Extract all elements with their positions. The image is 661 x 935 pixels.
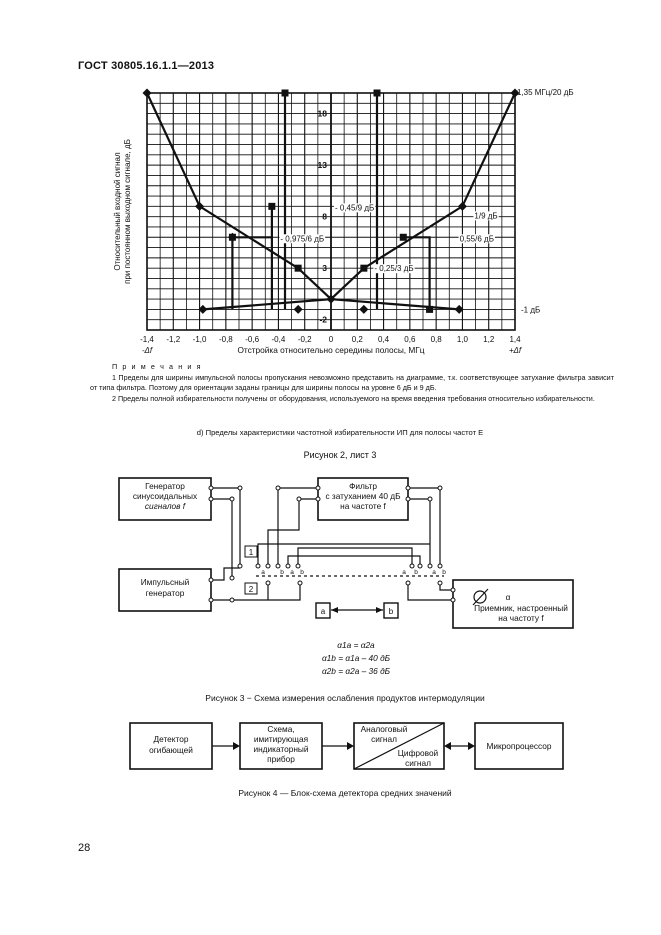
switch-contact-label: a: [261, 569, 265, 576]
filter-line3: на частоте f: [340, 501, 386, 511]
pulse-gen-line1: Импульсный: [140, 577, 190, 587]
annotation-label: - 0,45/9 дБ: [335, 203, 375, 213]
switch-contact-label: a: [432, 569, 436, 576]
contact-terminal: [316, 486, 320, 490]
contact-terminal: [438, 564, 442, 568]
selectivity-chart: [0, 0, 661, 360]
caption-d: d) Пределы характеристики частотной избирательности ИП для полосы частот Е: [196, 428, 484, 437]
contact-terminal: [276, 486, 280, 490]
x-tick-label: 0,8: [430, 335, 442, 344]
pulse-gen-line2: генератор: [145, 588, 185, 598]
contact-terminal: [406, 581, 410, 585]
annotation-label: - 0,25/3 дБ: [374, 264, 414, 274]
diamond-marker: [294, 305, 303, 314]
chart-grid: [147, 93, 515, 330]
x-tick-label: 1,2: [483, 335, 495, 344]
x-tick-label: -0,4: [271, 335, 286, 344]
x-tick-label: -0,6: [245, 335, 260, 344]
contact-terminal: [428, 564, 432, 568]
contact-terminal: [438, 486, 442, 490]
x-tick-label: 1,0: [456, 335, 468, 344]
contact-terminal: [418, 564, 422, 568]
x-axis-title: Отстройка относительно середины полосы, МГц: [237, 345, 425, 355]
switch-contact-label: a: [290, 569, 294, 576]
contact-terminal: [209, 497, 213, 501]
notes-block: [90, 362, 614, 404]
series-line-4: [403, 237, 429, 309]
x-tick-label: 1,4: [509, 335, 521, 344]
x-tick-label: -1,4: [140, 335, 154, 344]
switch-contact-label: a: [402, 569, 406, 576]
switch1-label: 1: [248, 548, 254, 557]
receiver-alpha: α: [505, 592, 511, 602]
contact-terminal: [428, 497, 432, 501]
note-2: 2 Пределы полной избирательности получены от оборудования, используемого на время введения требования относительно избирательности.: [112, 393, 595, 403]
square-marker: [268, 203, 275, 210]
equation-1: α1a = α2a: [337, 640, 375, 650]
page-number: 28: [78, 842, 91, 854]
sine-gen-line2: синусоидальных: [132, 491, 198, 501]
square-marker: [400, 234, 407, 241]
notes-title: П р и м е ч а н и я: [112, 362, 203, 371]
x-left-extra: -Δf: [141, 346, 153, 355]
circuit-line4: прибор: [267, 754, 295, 764]
contact-terminal: [297, 497, 301, 501]
contact-terminal: [296, 564, 300, 568]
x-tick-label: 0: [328, 335, 334, 344]
y-tick-label: -2: [319, 314, 327, 325]
y-axis-title-line1: Относительный входной сигнал: [113, 152, 122, 271]
contact-terminal: [286, 564, 290, 568]
x-right-extra: +Δf: [508, 346, 522, 355]
contact-terminal: [238, 486, 242, 490]
contact-terminal: [406, 486, 410, 490]
contact-terminal: [438, 581, 442, 585]
square-marker: [374, 90, 381, 97]
figure3-caption: Рисунок 3 − Схема измерения ослабления продуктов интермодуляции: [205, 693, 485, 703]
contact-terminal: [266, 581, 270, 585]
x-tick-label: 0,4: [378, 335, 390, 344]
y-tick-label: 18: [317, 108, 327, 119]
contact-terminal: [410, 564, 414, 568]
sine-gen-line3: сигналов f: [144, 501, 186, 511]
square-marker: [295, 265, 302, 272]
switch-a-label: a: [320, 607, 326, 616]
contact-terminal: [316, 497, 320, 501]
analog-line2: сигнал: [371, 734, 397, 744]
digital-line2: сигнал: [405, 758, 431, 768]
x-tick-label: -0,8: [218, 335, 233, 344]
contact-terminal: [276, 564, 280, 568]
contact-terminal: [209, 598, 213, 602]
switch-contact-label: b: [414, 569, 418, 576]
x-tick-label: 0,2: [351, 335, 363, 344]
y-tick-label: 3: [322, 263, 327, 274]
switch2-label: 2: [248, 585, 254, 594]
annotation-label: 0,55/6 дБ: [459, 234, 494, 244]
contact-terminal: [451, 598, 455, 602]
digital-line1: Цифровой: [397, 748, 439, 758]
contact-terminal: [266, 564, 270, 568]
figure4-diagram: [0, 712, 661, 782]
filter-line2: с затуханием 40 дБ: [325, 491, 401, 501]
equation-3: α2b = α2a – 36 дБ: [321, 666, 391, 676]
receiver-line2: на частоту f: [498, 613, 544, 623]
equation-2: α1b = α1a – 40 дБ: [321, 653, 391, 663]
contact-terminal: [451, 588, 455, 592]
switch-contact-label: b: [300, 569, 304, 576]
square-marker: [282, 90, 289, 97]
annotation-label: - 0,975/6 дБ: [280, 234, 325, 244]
contact-terminal: [230, 576, 234, 580]
circuit-line2: имитирующая: [253, 734, 309, 744]
x-tick-label: -1,2: [166, 335, 181, 344]
switch-contact-label: b: [442, 569, 446, 576]
x-tick-label: -0,2: [297, 335, 312, 344]
y-tick-label: 13: [317, 160, 327, 171]
contact-terminal: [230, 497, 234, 501]
circuit-line1: Схема,: [267, 724, 295, 734]
figure2-caption: Рисунок 2, лист 3: [303, 450, 377, 460]
y-axis-title-line2: при постоянном выходном сигнале, дБ: [123, 139, 132, 284]
contact-terminal: [406, 497, 410, 501]
note-1: 1 Пределы для ширины импульсной полосы пропускания невозможно представить на диаграмме, т.к. соответствующее затухание фильтра зависит от типа фильтра. Поэтому для ориентации заданы границы для ширины полосы на уровне 6 дБ и 9 дБ.: [90, 372, 614, 393]
switch-b-label: b: [388, 607, 394, 616]
contact-terminal: [298, 581, 302, 585]
contact-terminal: [209, 486, 213, 490]
figure3-diagram: [0, 470, 661, 685]
square-marker: [360, 265, 367, 272]
square-marker: [426, 306, 433, 313]
annotation-label: 1/9 дБ: [474, 211, 498, 221]
figure4-caption: Рисунок 4 — Блок-схема детектора средних значений: [238, 788, 452, 798]
circuit-line3: индикаторный: [253, 744, 309, 754]
analog-line1: Аналоговый: [360, 724, 408, 734]
diamond-marker: [143, 89, 152, 98]
x-tick-label: -1,0: [192, 335, 207, 344]
envelope-detector-line1: Детектор: [153, 734, 189, 744]
x-tick-label: 0,6: [404, 335, 416, 344]
contact-terminal: [256, 564, 260, 568]
contact-terminal: [238, 564, 242, 568]
y-tick-label: 8: [322, 211, 327, 222]
filter-line1: Фильтр: [349, 481, 377, 491]
envelope-detector-line2: огибающей: [149, 745, 193, 755]
diamond-marker: [359, 305, 368, 314]
square-marker: [229, 234, 236, 241]
chart-labels: [113, 88, 574, 355]
contact-terminal: [209, 578, 213, 582]
microprocessor-label: Микропроцессор: [486, 741, 552, 751]
sine-gen-line1: Генератор: [145, 481, 185, 491]
annotation-label: 1,35 МГц/20 дБ: [517, 88, 574, 97]
receiver-line1: Приемник, настроенный: [474, 603, 568, 613]
document-header: ГОСТ 30805.16.1.1—2013: [78, 60, 215, 72]
contact-terminal: [230, 598, 234, 602]
annotation-label: -1 дБ: [521, 305, 541, 315]
switch-contact-label: b: [280, 569, 284, 576]
